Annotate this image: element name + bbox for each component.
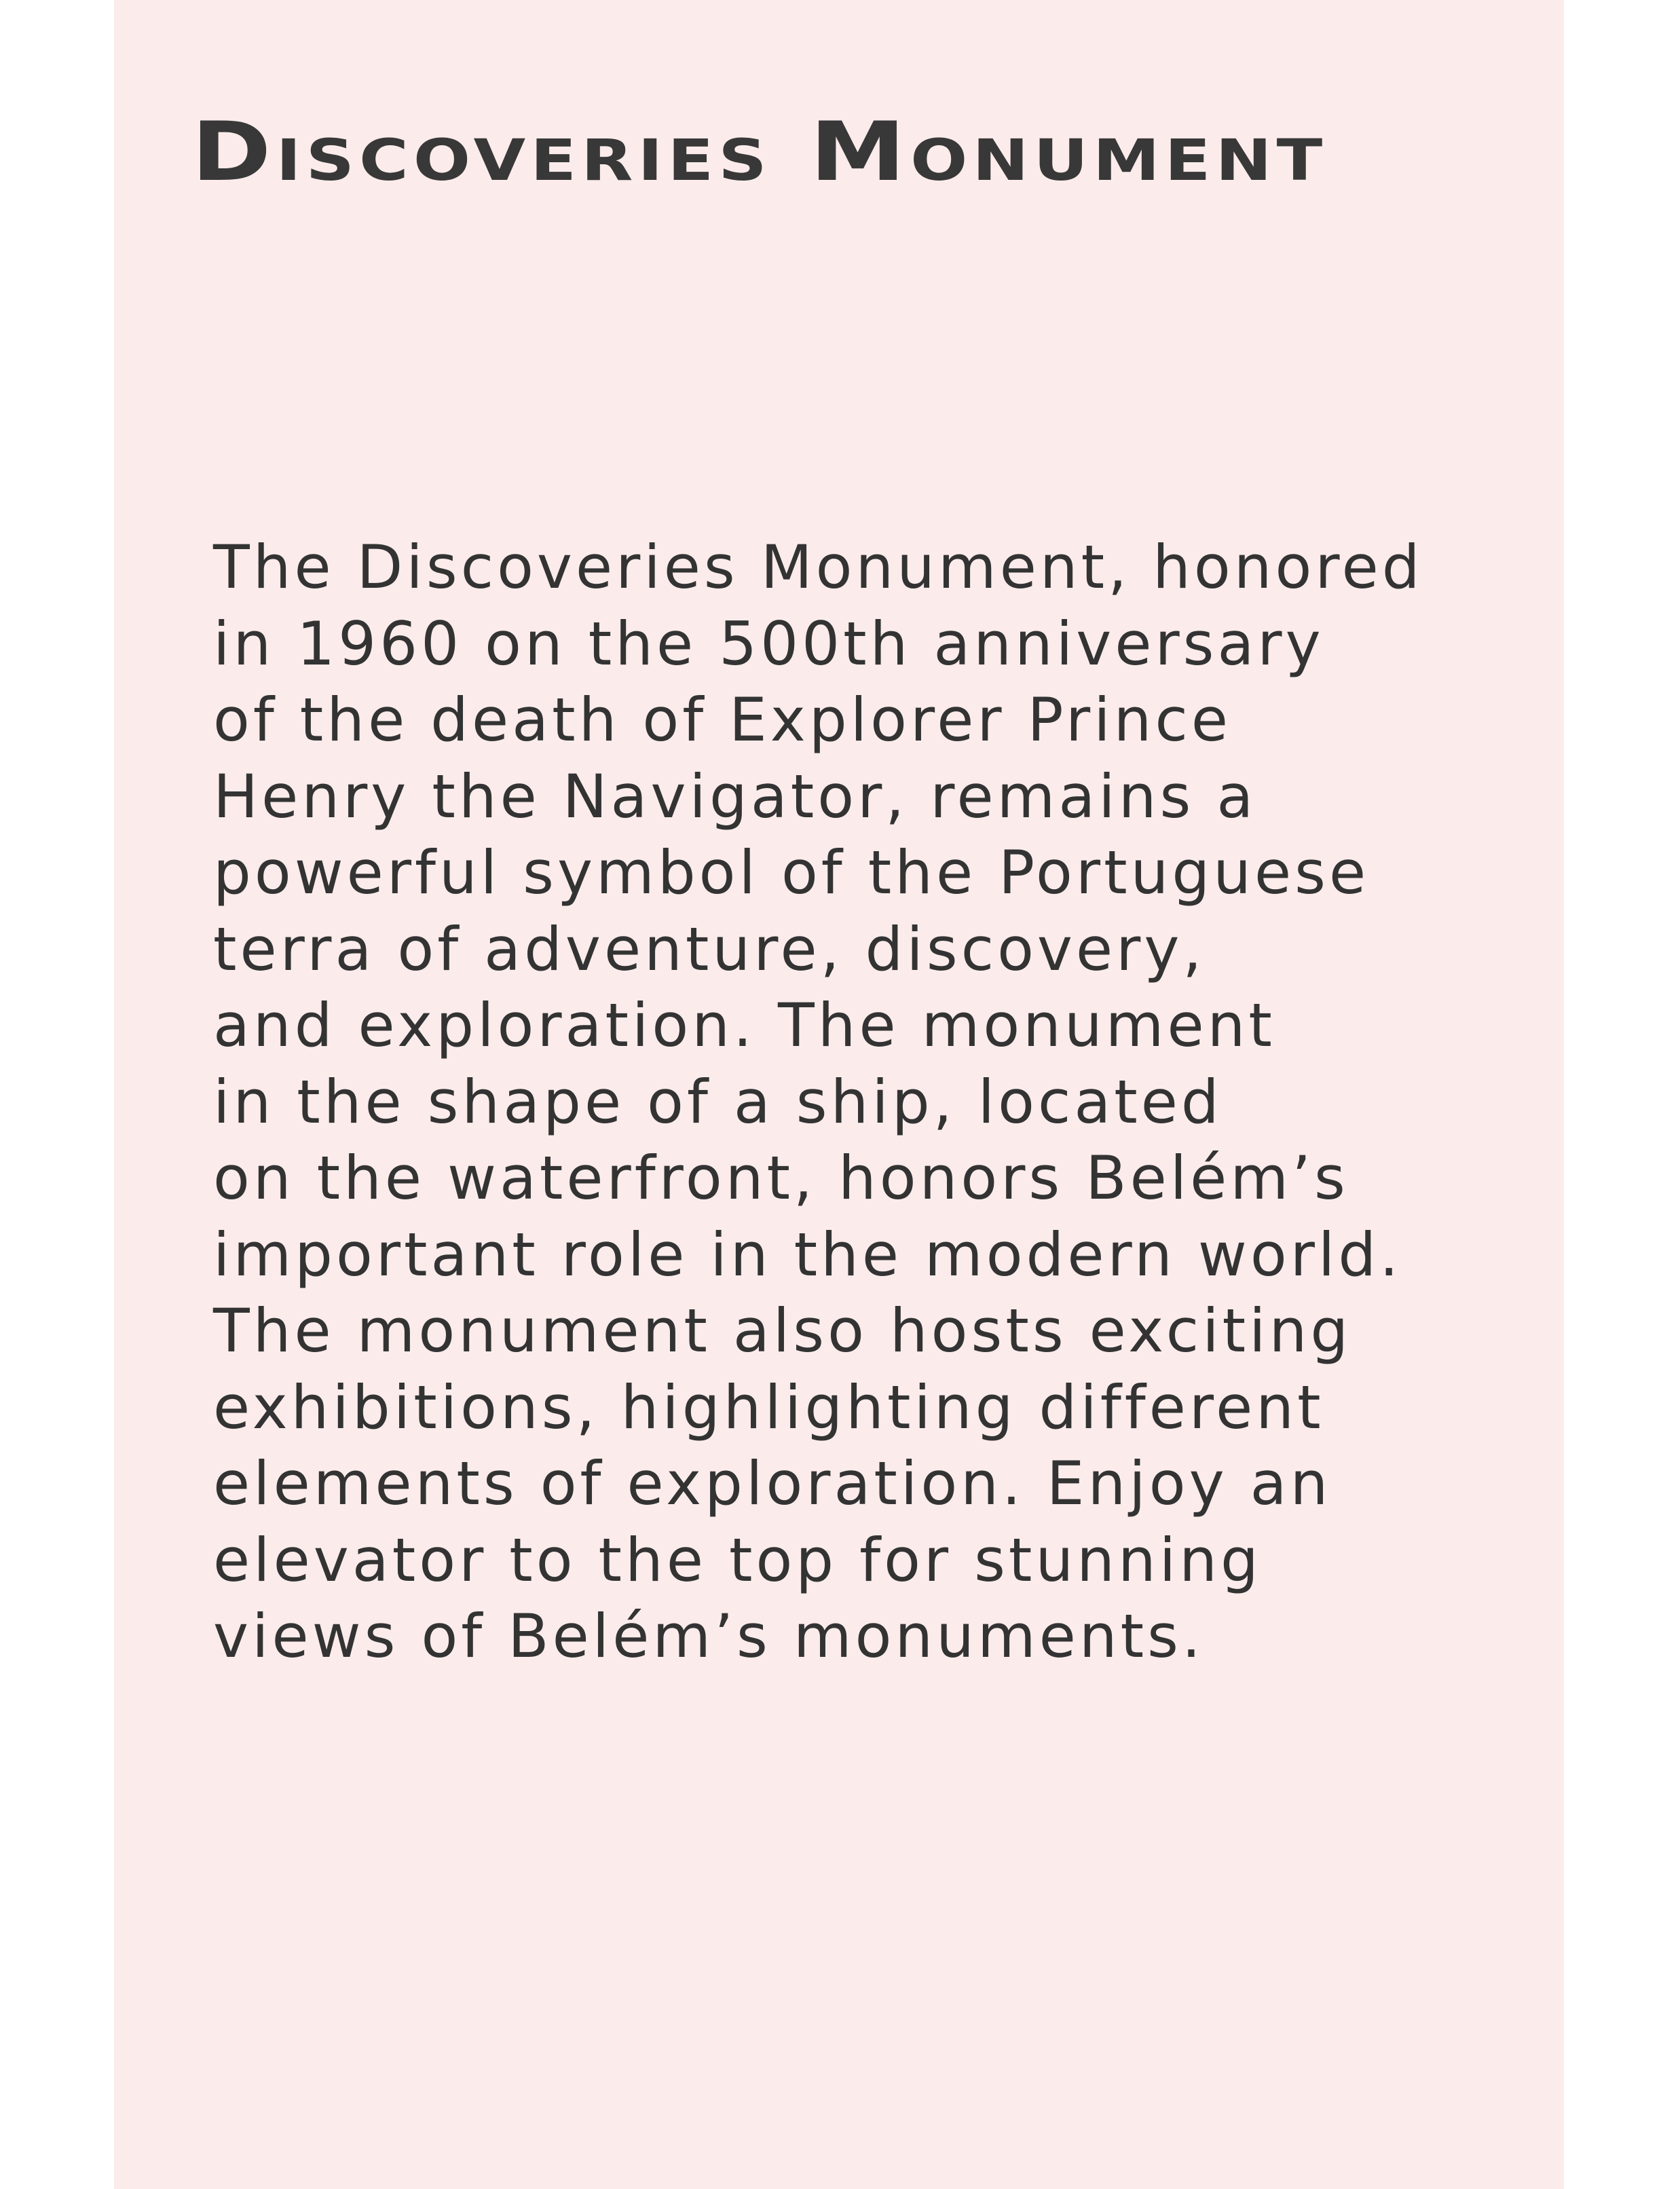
body-line: in the shape of a ship, located bbox=[213, 1066, 1222, 1137]
body-line: The Discoveries Monument, honored bbox=[213, 532, 1423, 602]
page-title: Discoveries Monument bbox=[191, 105, 1328, 200]
body-line: powerful symbol of the Portuguese bbox=[213, 838, 1370, 908]
body-line: views of Belém’s monuments. bbox=[213, 1601, 1204, 1671]
body-line: elevator to the top for stunning bbox=[213, 1524, 1262, 1595]
body-line: and exploration. The monument bbox=[213, 990, 1275, 1060]
body-line: exhibitions, highlighting different bbox=[213, 1372, 1324, 1442]
body-line: important role in the modern world. bbox=[213, 1219, 1402, 1290]
body-line: of the death of Explorer Prince bbox=[213, 685, 1231, 755]
body-line: terra of adventure, discovery, bbox=[213, 914, 1206, 984]
body-line: on the waterfront, honors Belém’s bbox=[213, 1143, 1349, 1213]
body-line: in 1960 on the 500th anniversary bbox=[213, 608, 1324, 679]
body-line: The monument also hosts exciting bbox=[213, 1296, 1352, 1366]
body-paragraph bbox=[213, 529, 1503, 1675]
body-line: Henry the Navigator, remains a bbox=[213, 761, 1257, 831]
body-line: elements of exploration. Enjoy an bbox=[213, 1448, 1332, 1518]
